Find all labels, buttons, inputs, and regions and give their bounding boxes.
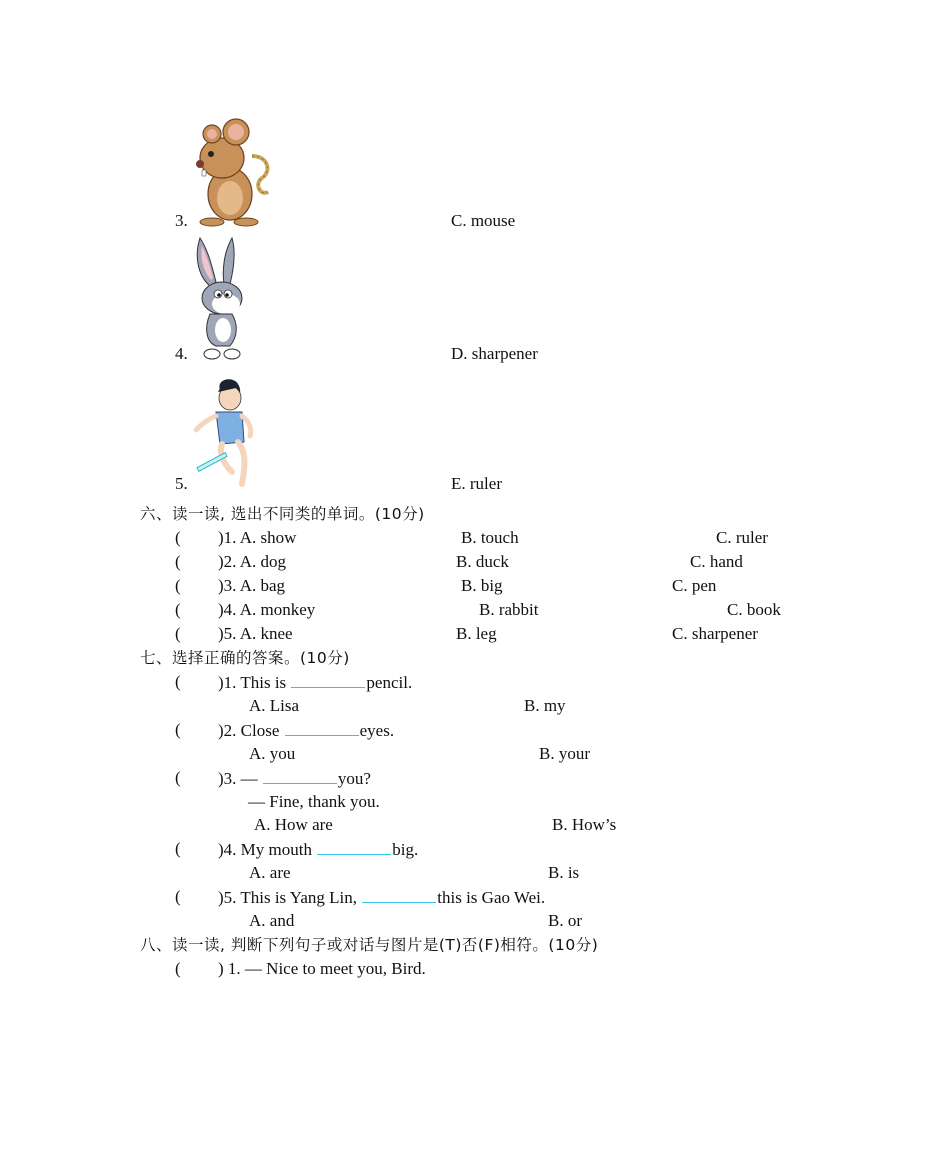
s7-q1-a: A. Lisa: [249, 696, 300, 715]
s6-q4-c: C. book: [727, 600, 781, 619]
s7-q4-b: B. is: [548, 863, 580, 882]
s7-q4: )4. My mouth big.: [218, 840, 419, 859]
s7-q2-a: A. you: [249, 744, 296, 763]
section6-heading: 六、读一读, 选出不同类的单词。(10分): [140, 505, 425, 523]
s6-paren: (: [175, 624, 181, 643]
section7-heading: 七、选择正确的答案。(10分): [140, 649, 350, 667]
s7-paren: (: [175, 768, 181, 787]
s7-q3-a: A. How are: [254, 815, 333, 834]
s8-q1-text: ) 1. — Nice to meet you, Bird.: [218, 959, 426, 978]
match-num-4: 4.: [175, 344, 188, 363]
s7-q4-a: A. are: [249, 863, 291, 882]
s6-q1-b: B. touch: [461, 528, 519, 547]
match-num-3: 3.: [175, 211, 188, 230]
s6-q5-b: B. leg: [456, 624, 497, 643]
s7-q5: )5. This is Yang Lin, this is Gao Wei.: [218, 888, 546, 907]
s6-q2-a: )2. A. dog: [218, 552, 286, 571]
s7-q5-a: A. and: [249, 911, 295, 930]
s6-paren: (: [175, 552, 181, 571]
s7-q2: )2. Close eyes.: [218, 721, 395, 740]
s6-q3-b: B. big: [461, 576, 503, 595]
answer-blank[interactable]: [317, 839, 391, 855]
s6-q4-a: )4. A. monkey: [218, 600, 316, 619]
s6-q5-c: C. sharpener: [672, 624, 758, 643]
answer-blank[interactable]: [362, 887, 436, 903]
s6-q3-c: C. pen: [672, 576, 717, 595]
s6-q5-a: )5. A. knee: [218, 624, 293, 643]
s7-q3: )3. — you?: [218, 769, 371, 788]
answer-blank[interactable]: [285, 720, 359, 736]
s6-q1-a: )1. A. show: [218, 528, 297, 547]
s7-q3-b: B. How’s: [552, 815, 617, 834]
s7-q3-reply: — Fine, thank you.: [248, 792, 380, 811]
match-option-c: C. mouse: [451, 211, 516, 230]
s6-q4-b: B. rabbit: [479, 600, 539, 619]
s6-paren: (: [175, 576, 181, 595]
s7-q2-b: B. your: [539, 744, 590, 763]
s6-q3-a: )3. A. bag: [218, 576, 286, 595]
s7-q1-b: B. my: [524, 696, 566, 715]
mouse-picture: [190, 116, 278, 228]
s7-paren: (: [175, 887, 181, 906]
s7-paren: (: [175, 720, 181, 739]
section8-heading: 八、读一读, 判断下列句子或对话与图片是(T)否(F)相符。(10分): [140, 936, 599, 954]
s6-q2-c: C. hand: [690, 552, 743, 571]
match-option-e: E. ruler: [451, 474, 502, 493]
s6-paren: (: [175, 528, 181, 547]
s7-q5-b: B. or: [548, 911, 582, 930]
s7-q1: )1. This is pencil.: [218, 673, 413, 692]
s6-q2-b: B. duck: [456, 552, 509, 571]
rabbit-picture: [190, 236, 254, 362]
s6-paren: (: [175, 600, 181, 619]
match-num-5: 5.: [175, 474, 188, 493]
s8-paren: (: [175, 959, 181, 978]
s7-paren: (: [175, 839, 181, 858]
match-option-d: D. sharpener: [451, 344, 538, 363]
s6-q1-c: C. ruler: [716, 528, 768, 547]
boy-picture: [190, 376, 260, 492]
answer-blank[interactable]: [263, 768, 337, 784]
answer-blank[interactable]: [291, 672, 365, 688]
s7-paren: (: [175, 672, 181, 691]
